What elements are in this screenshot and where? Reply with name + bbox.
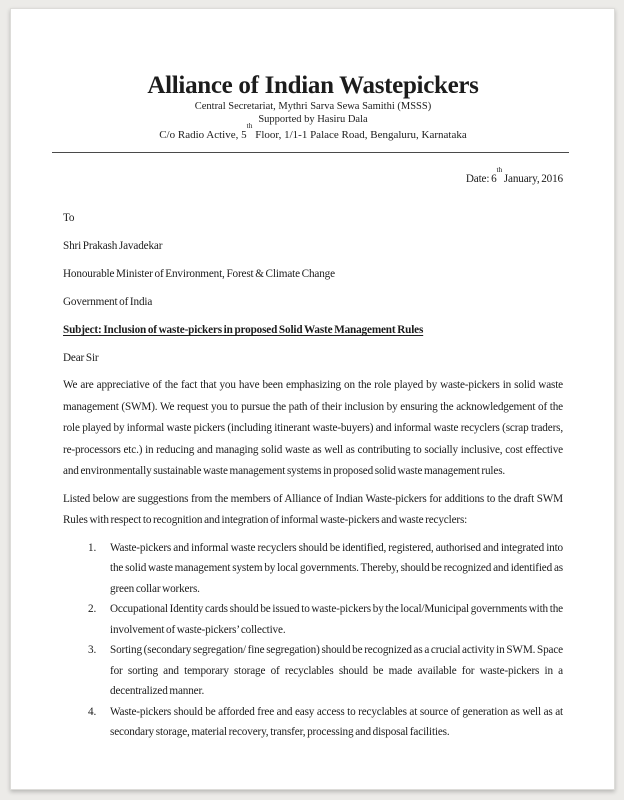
list-item-text: Occupational Identity cards should be issued to waste-pickers by the local/Municipal governments with the involvement of waste-pickers’ collective.: [110, 603, 563, 636]
date-line: [63, 165, 563, 190]
date-superscript: th: [496, 165, 503, 175]
body-paragraph-1: We are appreciative of the fact that you have been emphasizing on the role played by waste-pickers in solid waste management (SWM). We request you to pursue the path of their inclusion by ensuring the acknowledgement of the role played by informal waste pickers (including itinerant waste-buyers) and informal waste recyclers (scrap traders, re-processors etc.) in reducing and managing solid waste as well as contributing to socially inclusive, cost effective and environmentally sustainable waste management systems in proposed solid waste management rules.: [63, 379, 563, 477]
recipient-title: Honourable Minister of Environment, Forest & Climate Change: [63, 268, 335, 280]
address-text-post: Floor, 1/1-1 Palace Road, Bengaluru, Karnataka: [252, 129, 467, 141]
document-page: [10, 8, 615, 790]
list-item: [63, 640, 563, 702]
org-address-line-1: Central Secretariat, Mythri Sarva Sewa Samithi (MSSS): [194, 101, 432, 112]
list-item: [63, 702, 563, 743]
suggestions-list: [63, 538, 563, 743]
list-item-text: Waste-pickers should be afforded free and easy access to recyclables at source of generation as well as at secondary storage, material recovery, transfer, processing and disposal facilities.: [110, 705, 563, 738]
date-text-pre: Date: 6: [465, 173, 497, 185]
list-item: [63, 538, 563, 600]
list-item-number: 1.: [88, 541, 97, 554]
org-address-line-3: [63, 121, 563, 143]
date-text-post: January, 2016: [502, 173, 563, 185]
list-item: [63, 599, 563, 640]
list-item-number: 2.: [88, 603, 97, 615]
list-item-text: Waste-pickers and informal waste recyclers should be identified, registered, authorised and integrated into the solid waste management system by local governments. Thereby, should be recognized and identified as green collar workers.: [110, 541, 563, 595]
recipient-name: Shri Prakash Javadekar: [63, 240, 163, 252]
body-paragraph-2: Listed below are suggestions from the members of Alliance of Indian Waste-pickers for additions to the draft SWM Rules with respect to recognition and integration of informal waste-pickers and waste recyclers:: [63, 492, 563, 526]
header-divider: [52, 152, 569, 153]
to-line: To: [63, 212, 75, 224]
subject-line: Subject: Inclusion of waste-pickers in proposed Solid Waste Management Rules: [63, 324, 424, 336]
list-item-number: 4.: [88, 705, 97, 718]
org-address-line-2: Supported by Hasiru Dala: [258, 114, 368, 125]
letterhead: [63, 71, 563, 143]
address-text-pre: C/o Radio Active, 5: [159, 129, 247, 141]
address-superscript: th: [246, 121, 253, 131]
list-item-number: 3.: [88, 644, 97, 656]
recipient-org: Government of India: [63, 296, 153, 308]
greeting-line: Dear Sir: [63, 352, 99, 364]
recipient-block: [63, 207, 563, 369]
org-title: Alliance of Indian Wastepickers: [147, 72, 479, 99]
list-item-text: Sorting (secondary segregation/ fine segregation) should be recognized as a crucial activity in SWM. Space for sorting and temporary storage of recyclables should be made available for waste-pickers in a decentralized manner.: [110, 644, 563, 697]
